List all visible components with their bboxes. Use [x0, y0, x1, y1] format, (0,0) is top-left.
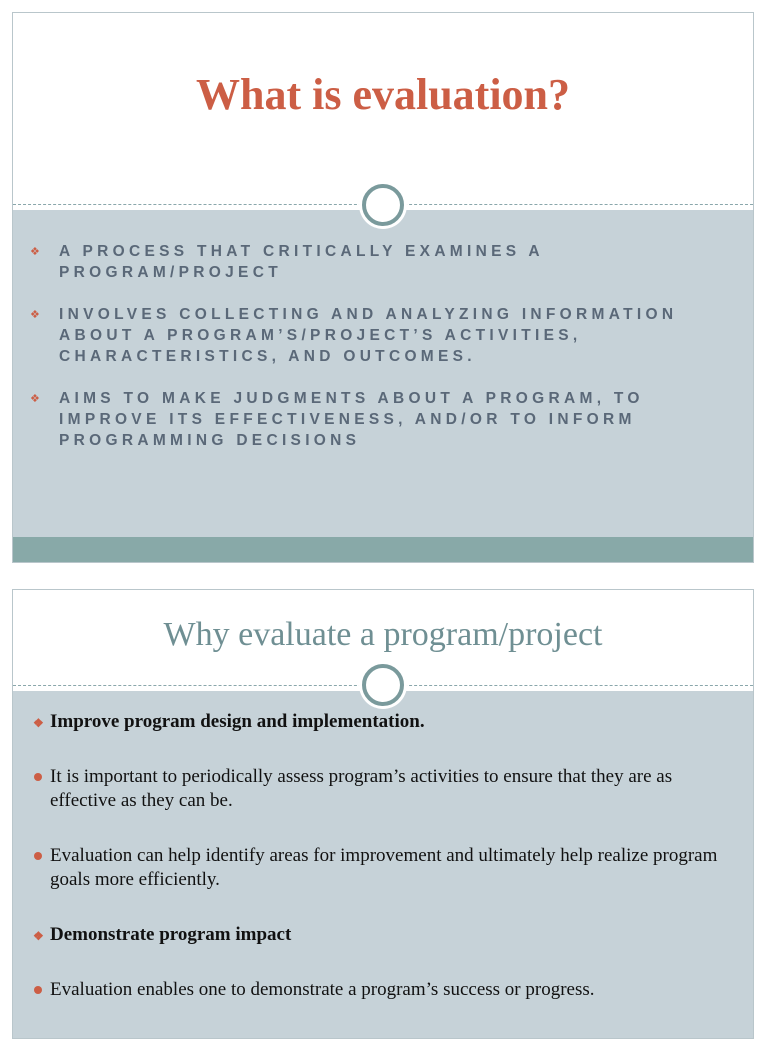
bullet-list	[27, 241, 737, 472]
list-item	[27, 241, 737, 283]
list-item	[31, 978, 731, 1002]
list-item	[31, 923, 731, 947]
round-bullet-icon	[34, 986, 42, 994]
diamond-bullet-icon: ❖	[33, 716, 44, 730]
list-item-text: Evaluation enables one to demonstrate a program’s success or progress.	[50, 979, 595, 1000]
diamond-bullet-icon: ❖	[33, 929, 44, 943]
list-item-text: A PROCESS THAT CRITICALLY EXAMINES A PROGRAM/PROJECT	[59, 243, 544, 281]
list-item-text: AIMS TO MAKE JUDGMENTS ABOUT A PROGRAM, TO IMPROVE ITS EFFECTIVENESS, AND/OR TO INFORM PROGRAMMING DECISIONS	[59, 390, 644, 449]
round-bullet-icon	[34, 852, 42, 860]
slide-title: What is evaluation?	[195, 70, 571, 119]
list-item-text: Improve program design and implementation.	[50, 711, 425, 732]
title-area	[13, 13, 753, 205]
ring-icon	[362, 664, 404, 706]
footer-band	[13, 537, 753, 563]
diamond-bullet-icon: ❖	[30, 309, 40, 321]
list-item-text: Evaluation can help identify areas for improvement and ultimately help realize program goals more efficiently.	[50, 845, 718, 890]
list-item	[31, 765, 731, 813]
list-item	[27, 388, 737, 451]
list-item	[31, 844, 731, 892]
ring-icon	[362, 184, 404, 226]
round-bullet-icon	[34, 773, 42, 781]
slide-why-evaluate	[12, 589, 754, 1039]
bullet-list	[31, 710, 731, 1002]
list-item-text: INVOLVES COLLECTING AND ANALYZING INFORMATION ABOUT A PROGRAM’S/PROJECT’S ACTIVITIES, CHARACTERISTICS, AND OUTCOMES.	[59, 306, 678, 365]
slide-title: Why evaluate a program/project	[163, 616, 603, 653]
list-item-text: Demonstrate program impact	[50, 924, 292, 945]
slide-what-is-evaluation	[12, 12, 754, 563]
list-item-text: It is important to periodically assess program’s activities to ensure that they are as effective as they can be.	[50, 766, 673, 811]
diamond-bullet-icon: ❖	[30, 393, 40, 405]
diamond-bullet-icon: ❖	[30, 246, 40, 258]
list-item	[31, 710, 731, 734]
list-item	[27, 304, 737, 367]
